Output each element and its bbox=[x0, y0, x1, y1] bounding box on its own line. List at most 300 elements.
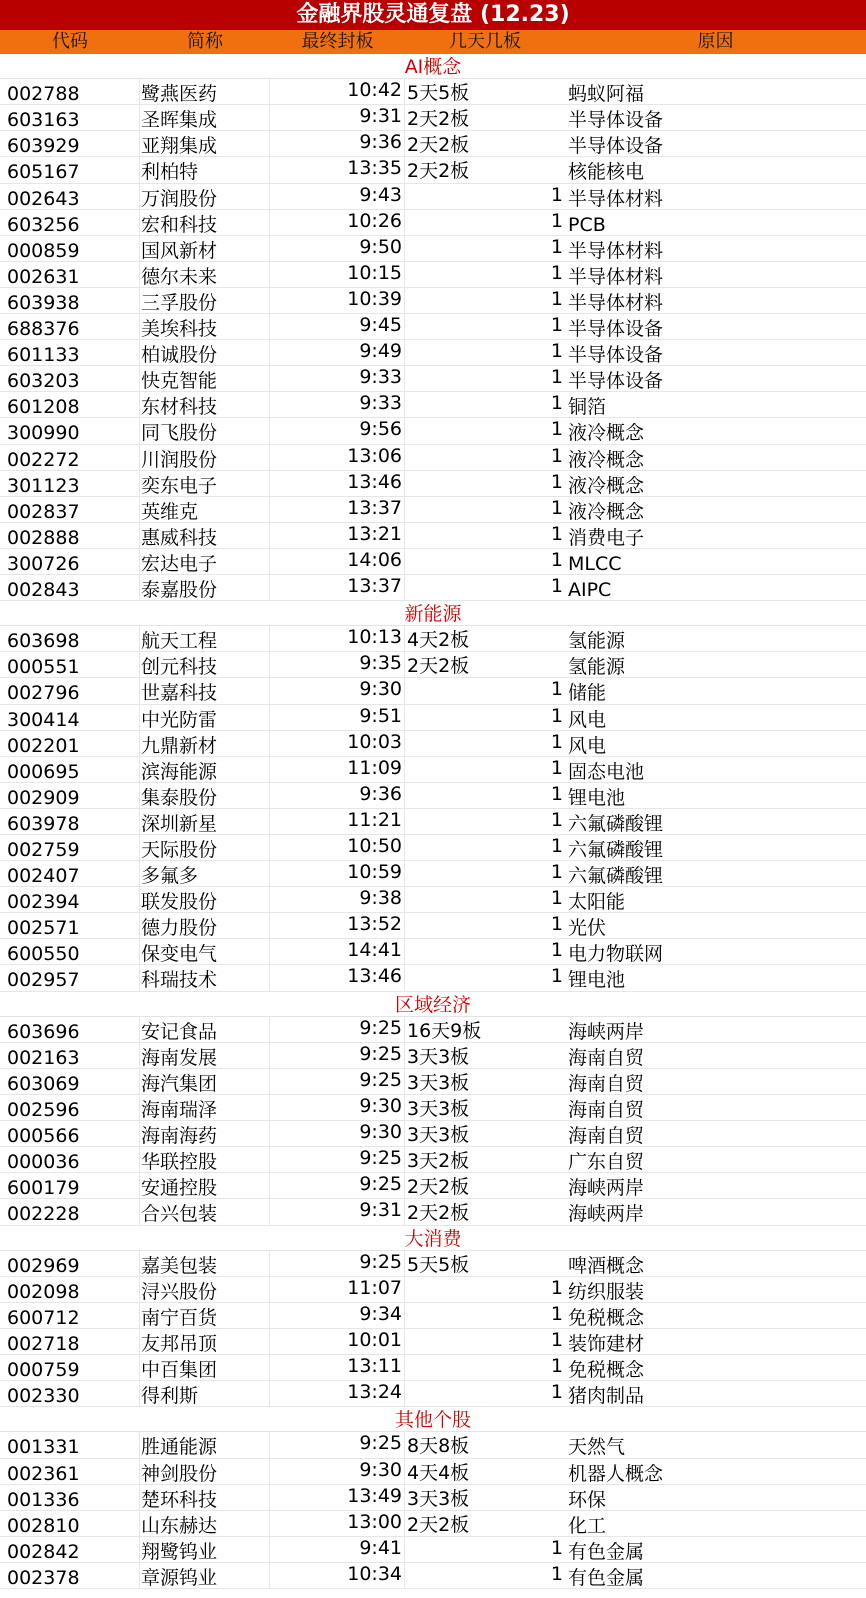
final-seal-time: 10:42 bbox=[270, 79, 405, 104]
days-boards: 1 bbox=[550, 287, 563, 310]
stock-code: 002888 bbox=[0, 523, 140, 548]
stock-code: 603978 bbox=[0, 809, 140, 834]
final-seal-time: 10:01 bbox=[270, 1329, 405, 1354]
stock-name: 海南海药 bbox=[140, 1121, 270, 1146]
final-seal-time: 9:30 bbox=[270, 1459, 405, 1484]
days-boards: 4天2板 bbox=[407, 629, 470, 652]
stock-name: 九鼎新材 bbox=[140, 731, 270, 756]
days-boards: 2天2板 bbox=[407, 108, 470, 131]
stock-code: 300414 bbox=[0, 705, 140, 730]
limit-up-reason: 装饰建材 bbox=[568, 1332, 645, 1355]
days-boards: 1 bbox=[550, 522, 563, 545]
table-row bbox=[0, 131, 866, 157]
stock-name: 华联控股 bbox=[140, 1147, 270, 1172]
sheet-title: 金融界股灵通复盘 (12.23) bbox=[0, 0, 866, 30]
final-seal-time: 9:30 bbox=[270, 1095, 405, 1120]
limit-up-reason: MLCC bbox=[568, 552, 622, 574]
days-boards: 1 bbox=[550, 913, 563, 936]
days-boards: 1 bbox=[550, 496, 563, 519]
limit-up-reason: 化工 bbox=[568, 1514, 607, 1536]
stock-code: 000759 bbox=[0, 1355, 140, 1380]
stock-name: 合兴包装 bbox=[140, 1199, 270, 1224]
header-reason: 原因 bbox=[697, 31, 734, 52]
column-header-row bbox=[0, 30, 866, 54]
table-row bbox=[0, 678, 866, 704]
table-row bbox=[0, 340, 866, 366]
limit-up-reason: 风电 bbox=[568, 708, 607, 730]
limit-up-reason: 消费电子 bbox=[568, 526, 645, 548]
stock-name: 中光防雷 bbox=[140, 705, 270, 730]
table-row bbox=[0, 210, 866, 236]
limit-up-reason: 机器人概念 bbox=[568, 1462, 664, 1484]
days-boards: 1 bbox=[550, 1276, 563, 1299]
limit-up-reason: 氢能源 bbox=[568, 656, 626, 678]
limit-up-reason: 太阳能 bbox=[568, 891, 626, 913]
limit-up-reason: 纺织服装 bbox=[568, 1280, 645, 1302]
limit-up-reason: 半导体设备 bbox=[568, 318, 664, 340]
stock-name: 楚环科技 bbox=[140, 1485, 270, 1510]
limit-up-reason: 海峡两岸 bbox=[568, 1203, 645, 1225]
stock-code: 002272 bbox=[0, 445, 140, 470]
days-boards: 1 bbox=[550, 782, 563, 805]
stock-name: 世嘉科技 bbox=[140, 678, 270, 703]
stock-code: 002842 bbox=[0, 1537, 140, 1562]
days-boards: 1 bbox=[550, 235, 563, 258]
final-seal-time: 9:25 bbox=[270, 1432, 405, 1457]
stock-code: 600550 bbox=[0, 939, 140, 964]
stock-code: 603203 bbox=[0, 366, 140, 391]
section-heading: 区域经济 bbox=[0, 992, 866, 1017]
limit-up-reason: 免税概念 bbox=[568, 1306, 645, 1328]
stock-name: 得利斯 bbox=[140, 1381, 270, 1406]
stock-code: 002796 bbox=[0, 678, 140, 703]
limit-up-reason: 海峡两岸 bbox=[568, 1177, 645, 1199]
days-boards: 1 bbox=[550, 756, 563, 779]
final-seal-time: 13:11 bbox=[270, 1355, 405, 1380]
final-seal-time: 13:35 bbox=[270, 157, 405, 182]
final-seal-time: 13:49 bbox=[270, 1485, 405, 1510]
stock-code: 603163 bbox=[0, 105, 140, 130]
stock-code: 002788 bbox=[0, 79, 140, 104]
days-boards: 2天2板 bbox=[407, 134, 470, 157]
stock-code: 603698 bbox=[0, 626, 140, 651]
table-row bbox=[0, 549, 866, 575]
table-row bbox=[0, 783, 866, 809]
limit-up-reason: 锂电池 bbox=[568, 786, 626, 808]
limit-up-reason: 啤酒概念 bbox=[568, 1254, 645, 1276]
table-row bbox=[0, 1069, 866, 1095]
stock-code: 600712 bbox=[0, 1303, 140, 1328]
stock-name: 章源钨业 bbox=[140, 1563, 270, 1588]
limit-up-reason: 六氟磷酸锂 bbox=[568, 812, 664, 834]
days-boards: 1 bbox=[550, 887, 563, 910]
stock-name: 利柏特 bbox=[140, 157, 270, 182]
stock-name: 宏和科技 bbox=[140, 210, 270, 235]
table-row bbox=[0, 835, 866, 861]
final-seal-time: 14:41 bbox=[270, 939, 405, 964]
limit-up-reason: 海南自贸 bbox=[568, 1125, 645, 1147]
stock-name: 胜通能源 bbox=[140, 1432, 270, 1457]
days-boards: 1 bbox=[550, 444, 563, 467]
limit-up-reason: 有色金属 bbox=[568, 1540, 645, 1562]
final-seal-time: 9:34 bbox=[270, 1303, 405, 1328]
stock-code: 002810 bbox=[0, 1511, 140, 1536]
stock-name: 海汽集团 bbox=[140, 1069, 270, 1094]
final-seal-time: 9:30 bbox=[270, 1121, 405, 1146]
stock-code: 002378 bbox=[0, 1563, 140, 1588]
table-row bbox=[0, 1563, 866, 1589]
final-seal-time: 9:51 bbox=[270, 705, 405, 730]
final-seal-time: 9:25 bbox=[270, 1017, 405, 1042]
limit-up-reason: 六氟磷酸锂 bbox=[568, 865, 664, 887]
limit-up-reason: 有色金属 bbox=[568, 1566, 645, 1588]
stock-code: 002228 bbox=[0, 1199, 140, 1224]
table-row bbox=[0, 809, 866, 835]
stock-name: 德力股份 bbox=[140, 913, 270, 938]
stock-name: 创元科技 bbox=[140, 652, 270, 677]
table-row bbox=[0, 1121, 866, 1147]
table-row bbox=[0, 1459, 866, 1485]
days-boards: 1 bbox=[550, 392, 563, 415]
final-seal-time: 14:06 bbox=[270, 549, 405, 574]
stock-name: 神剑股份 bbox=[140, 1459, 270, 1484]
stock-code: 605167 bbox=[0, 157, 140, 182]
final-seal-time: 13:52 bbox=[270, 913, 405, 938]
stock-name: 多氟多 bbox=[140, 861, 270, 886]
stock-name: 科瑞技术 bbox=[140, 965, 270, 990]
stock-name: 川润股份 bbox=[140, 445, 270, 470]
final-seal-time: 9:38 bbox=[270, 887, 405, 912]
final-seal-time: 9:31 bbox=[270, 105, 405, 130]
final-seal-time: 13:21 bbox=[270, 523, 405, 548]
table-row bbox=[0, 575, 866, 601]
table-row bbox=[0, 913, 866, 939]
stock-name: 圣晖集成 bbox=[140, 105, 270, 130]
days-boards: 1 bbox=[550, 835, 563, 857]
limit-up-reason: 风电 bbox=[568, 734, 607, 756]
stock-name: 三孚股份 bbox=[140, 288, 270, 313]
table-row bbox=[0, 1017, 866, 1043]
stock-name: 保变电气 bbox=[140, 939, 270, 964]
table-row bbox=[0, 1043, 866, 1069]
stock-code: 603256 bbox=[0, 210, 140, 235]
table-row bbox=[0, 731, 866, 757]
stock-name: 同飞股份 bbox=[140, 418, 270, 443]
limit-up-reason: 氢能源 bbox=[568, 630, 626, 652]
final-seal-time: 11:21 bbox=[270, 809, 405, 834]
table-row bbox=[0, 105, 866, 131]
limit-up-reason: 半导体设备 bbox=[568, 344, 664, 366]
final-seal-time: 9:30 bbox=[270, 678, 405, 703]
stock-code: 002201 bbox=[0, 731, 140, 756]
table-row bbox=[0, 157, 866, 183]
stock-name: 中百集团 bbox=[140, 1355, 270, 1380]
days-boards: 1 bbox=[550, 704, 563, 727]
limit-up-reason: 液冷概念 bbox=[568, 422, 645, 444]
section-heading: AI概念 bbox=[0, 54, 866, 79]
limit-up-reason: 海峡两岸 bbox=[568, 1020, 645, 1042]
days-boards: 1 bbox=[550, 183, 563, 206]
final-seal-time: 10:13 bbox=[270, 626, 405, 651]
stock-code: 001331 bbox=[0, 1432, 140, 1457]
limit-up-reason: 免税概念 bbox=[568, 1359, 645, 1381]
stock-code: 301123 bbox=[0, 471, 140, 496]
table-row bbox=[0, 79, 866, 105]
limit-up-reason: 电力物联网 bbox=[568, 943, 664, 965]
days-boards: 1 bbox=[550, 418, 563, 441]
stock-code: 000551 bbox=[0, 652, 140, 677]
final-seal-time: 9:45 bbox=[270, 314, 405, 339]
final-seal-time: 9:41 bbox=[270, 1537, 405, 1562]
final-seal-time: 11:09 bbox=[270, 757, 405, 782]
stock-name: 集泰股份 bbox=[140, 783, 270, 808]
table-row bbox=[0, 1537, 866, 1563]
stock-name: 东材科技 bbox=[140, 392, 270, 417]
limit-up-reason: 蚂蚁阿福 bbox=[568, 83, 645, 105]
final-seal-time: 9:33 bbox=[270, 392, 405, 417]
stock-code: 002643 bbox=[0, 184, 140, 209]
section-heading: 大消费 bbox=[0, 1226, 866, 1251]
stock-name: 深圳新星 bbox=[140, 809, 270, 834]
stock-name: 美埃科技 bbox=[140, 314, 270, 339]
table-row bbox=[0, 445, 866, 471]
final-seal-time: 9:36 bbox=[270, 131, 405, 156]
table-row bbox=[0, 1355, 866, 1381]
stock-code: 002631 bbox=[0, 262, 140, 287]
days-boards: 1 bbox=[550, 314, 563, 337]
stock-code: 002163 bbox=[0, 1043, 140, 1068]
stock-name: 柏诚股份 bbox=[140, 340, 270, 365]
limit-up-reason: 天然气 bbox=[568, 1436, 626, 1458]
table-row bbox=[0, 652, 866, 678]
stock-code: 002909 bbox=[0, 783, 140, 808]
days-boards: 1 bbox=[550, 366, 563, 389]
stock-code: 002969 bbox=[0, 1251, 140, 1276]
days-boards: 2天2板 bbox=[407, 1513, 470, 1536]
stock-name: 海南瑞泽 bbox=[140, 1095, 270, 1120]
table-row bbox=[0, 757, 866, 783]
final-seal-time: 9:56 bbox=[270, 418, 405, 443]
limit-up-reason: 液冷概念 bbox=[568, 474, 645, 496]
stock-name: 奕东电子 bbox=[140, 471, 270, 496]
final-seal-time: 9:36 bbox=[270, 783, 405, 808]
days-boards: 1 bbox=[550, 470, 563, 493]
limit-up-reason: 锂电池 bbox=[568, 969, 626, 991]
final-seal-time: 10:34 bbox=[270, 1563, 405, 1588]
stock-name: 宏达电子 bbox=[140, 549, 270, 574]
final-seal-time: 10:26 bbox=[270, 210, 405, 235]
stock-code: 001336 bbox=[0, 1485, 140, 1510]
limit-up-reason: 核能核电 bbox=[568, 161, 645, 183]
limit-up-reason: 半导体材料 bbox=[568, 291, 664, 314]
stock-code: 601133 bbox=[0, 340, 140, 365]
table-row bbox=[0, 497, 866, 523]
final-seal-time: 13:37 bbox=[270, 497, 405, 522]
section-heading: 其他个股 bbox=[0, 1407, 866, 1432]
limit-up-reason: 六氟磷酸锂 bbox=[568, 839, 664, 861]
stock-code: 000036 bbox=[0, 1147, 140, 1172]
limit-up-reason: 半导体设备 bbox=[568, 135, 664, 157]
limit-up-reason: 液冷概念 bbox=[568, 500, 645, 522]
header-days-boards: 几天几板 bbox=[449, 31, 521, 52]
table-row bbox=[0, 626, 866, 652]
days-boards: 3天3板 bbox=[407, 1098, 470, 1121]
stock-name: 浔兴股份 bbox=[140, 1277, 270, 1302]
final-seal-time: 9:50 bbox=[270, 236, 405, 261]
days-boards: 2天2板 bbox=[407, 655, 470, 678]
header-code: 代码 bbox=[52, 31, 88, 52]
days-boards: 1 bbox=[550, 261, 563, 284]
final-seal-time: 9:25 bbox=[270, 1251, 405, 1276]
table-row bbox=[0, 939, 866, 965]
stock-name: 联发股份 bbox=[140, 887, 270, 912]
table-row bbox=[0, 1251, 866, 1277]
stock-name: 山东赫达 bbox=[140, 1511, 270, 1536]
limit-up-reason: 半导体材料 bbox=[568, 265, 664, 287]
days-boards: 8天8板 bbox=[407, 1435, 470, 1458]
stock-code: 002957 bbox=[0, 965, 140, 990]
days-boards: 3天3板 bbox=[407, 1124, 470, 1147]
final-seal-time: 9:25 bbox=[270, 1147, 405, 1172]
stock-code: 002394 bbox=[0, 887, 140, 912]
final-seal-time: 9:35 bbox=[270, 652, 405, 677]
table-row bbox=[0, 523, 866, 549]
table-row bbox=[0, 262, 866, 288]
stock-name: 安记食品 bbox=[140, 1017, 270, 1042]
final-seal-time: 10:15 bbox=[270, 262, 405, 287]
days-boards: 1 bbox=[550, 548, 563, 571]
days-boards: 16天9板 bbox=[407, 1019, 482, 1042]
limit-up-reason: AIPC bbox=[568, 578, 612, 601]
stock-name: 德尔未来 bbox=[140, 262, 270, 287]
stock-name: 南宁百货 bbox=[140, 1303, 270, 1328]
table-row bbox=[0, 184, 866, 210]
stock-code: 601208 bbox=[0, 392, 140, 417]
limit-up-reason: 半导体设备 bbox=[568, 109, 664, 131]
table-row bbox=[0, 1381, 866, 1407]
stock-code: 002098 bbox=[0, 1277, 140, 1302]
days-boards: 1 bbox=[550, 1355, 563, 1378]
days-boards: 3天3板 bbox=[407, 1487, 470, 1510]
limit-up-reason: 半导体材料 bbox=[568, 239, 664, 261]
stock-code: 002843 bbox=[0, 575, 140, 600]
final-seal-time: 10:59 bbox=[270, 861, 405, 886]
stock-code: 002361 bbox=[0, 1459, 140, 1484]
stock-name: 快克智能 bbox=[140, 366, 270, 391]
header-final-seal-time: 最终封板 bbox=[301, 31, 374, 52]
table-row bbox=[0, 288, 866, 314]
final-seal-time: 9:25 bbox=[270, 1043, 405, 1068]
limit-up-reason: 海南自贸 bbox=[568, 1072, 645, 1095]
final-seal-time: 9:25 bbox=[270, 1069, 405, 1094]
limit-up-reason: 储能 bbox=[568, 682, 607, 704]
stock-code: 002759 bbox=[0, 835, 140, 860]
stock-name: 海南发展 bbox=[140, 1043, 270, 1068]
section-heading: 新能源 bbox=[0, 601, 866, 626]
stock-name: 滨海能源 bbox=[140, 757, 270, 782]
stock-code: 000566 bbox=[0, 1121, 140, 1146]
stock-name: 亚翔集成 bbox=[140, 131, 270, 156]
stock-code: 002718 bbox=[0, 1329, 140, 1354]
limit-up-reason: 海南自贸 bbox=[568, 1046, 645, 1068]
stock-code: 002596 bbox=[0, 1095, 140, 1120]
final-seal-time: 13:06 bbox=[270, 445, 405, 470]
final-seal-time: 10:03 bbox=[270, 731, 405, 756]
stock-code: 002571 bbox=[0, 913, 140, 938]
days-boards: 1 bbox=[550, 1562, 563, 1585]
limit-up-reason: 光伏 bbox=[568, 917, 607, 939]
stock-code: 603069 bbox=[0, 1069, 140, 1094]
stock-code: 603929 bbox=[0, 131, 140, 156]
stock-code: 002407 bbox=[0, 861, 140, 886]
limit-up-reason: 广东自贸 bbox=[568, 1151, 645, 1173]
stock-code: 688376 bbox=[0, 314, 140, 339]
table-row bbox=[0, 861, 866, 887]
days-boards: 4天4板 bbox=[407, 1461, 470, 1484]
table-row bbox=[0, 1199, 866, 1225]
days-boards: 1 bbox=[550, 574, 563, 597]
days-boards: 3天3板 bbox=[407, 1045, 470, 1068]
table-row bbox=[0, 965, 866, 991]
table-row bbox=[0, 1173, 866, 1199]
days-boards: 1 bbox=[550, 678, 563, 701]
stock-name: 航天工程 bbox=[140, 626, 270, 651]
days-boards: 1 bbox=[550, 340, 563, 363]
table-body bbox=[0, 54, 866, 1589]
final-seal-time: 9:49 bbox=[270, 340, 405, 365]
table-row bbox=[0, 314, 866, 340]
days-boards: 1 bbox=[550, 1328, 563, 1351]
final-seal-time: 13:46 bbox=[270, 471, 405, 496]
table-row bbox=[0, 1511, 866, 1537]
days-boards: 2天2板 bbox=[407, 160, 470, 183]
final-seal-time: 13:24 bbox=[270, 1381, 405, 1406]
limit-up-reason: PCB bbox=[568, 213, 606, 235]
stock-name: 英维克 bbox=[140, 497, 270, 522]
table-row bbox=[0, 392, 866, 418]
table-row bbox=[0, 705, 866, 731]
stock-code: 000859 bbox=[0, 236, 140, 261]
stock-code: 300726 bbox=[0, 549, 140, 574]
final-seal-time: 13:37 bbox=[270, 575, 405, 600]
final-seal-time: 10:50 bbox=[270, 835, 405, 860]
days-boards: 1 bbox=[550, 965, 563, 988]
days-boards: 1 bbox=[550, 861, 563, 884]
days-boards: 1 bbox=[550, 730, 563, 753]
stock-name: 万润股份 bbox=[140, 184, 270, 209]
stock-name: 惠威科技 bbox=[140, 523, 270, 548]
table-row bbox=[0, 236, 866, 262]
final-seal-time: 9:33 bbox=[270, 366, 405, 391]
stock-name: 翔鹭钨业 bbox=[140, 1537, 270, 1562]
final-seal-time: 13:00 bbox=[270, 1511, 405, 1536]
days-boards: 1 bbox=[550, 939, 563, 962]
final-seal-time: 9:31 bbox=[270, 1199, 405, 1224]
stock-code: 300990 bbox=[0, 418, 140, 443]
final-seal-time: 11:07 bbox=[270, 1277, 405, 1302]
days-boards: 3天2板 bbox=[407, 1150, 470, 1173]
table-row bbox=[0, 366, 866, 392]
final-seal-time: 10:39 bbox=[270, 288, 405, 313]
stock-code: 002330 bbox=[0, 1381, 140, 1406]
days-boards: 5天5板 bbox=[407, 82, 470, 105]
table-row bbox=[0, 418, 866, 444]
final-seal-time: 9:25 bbox=[270, 1173, 405, 1198]
stock-name: 鹭燕医药 bbox=[140, 79, 270, 104]
stock-code: 002837 bbox=[0, 497, 140, 522]
days-boards: 1 bbox=[550, 209, 563, 232]
stock-name: 嘉美包装 bbox=[140, 1251, 270, 1276]
